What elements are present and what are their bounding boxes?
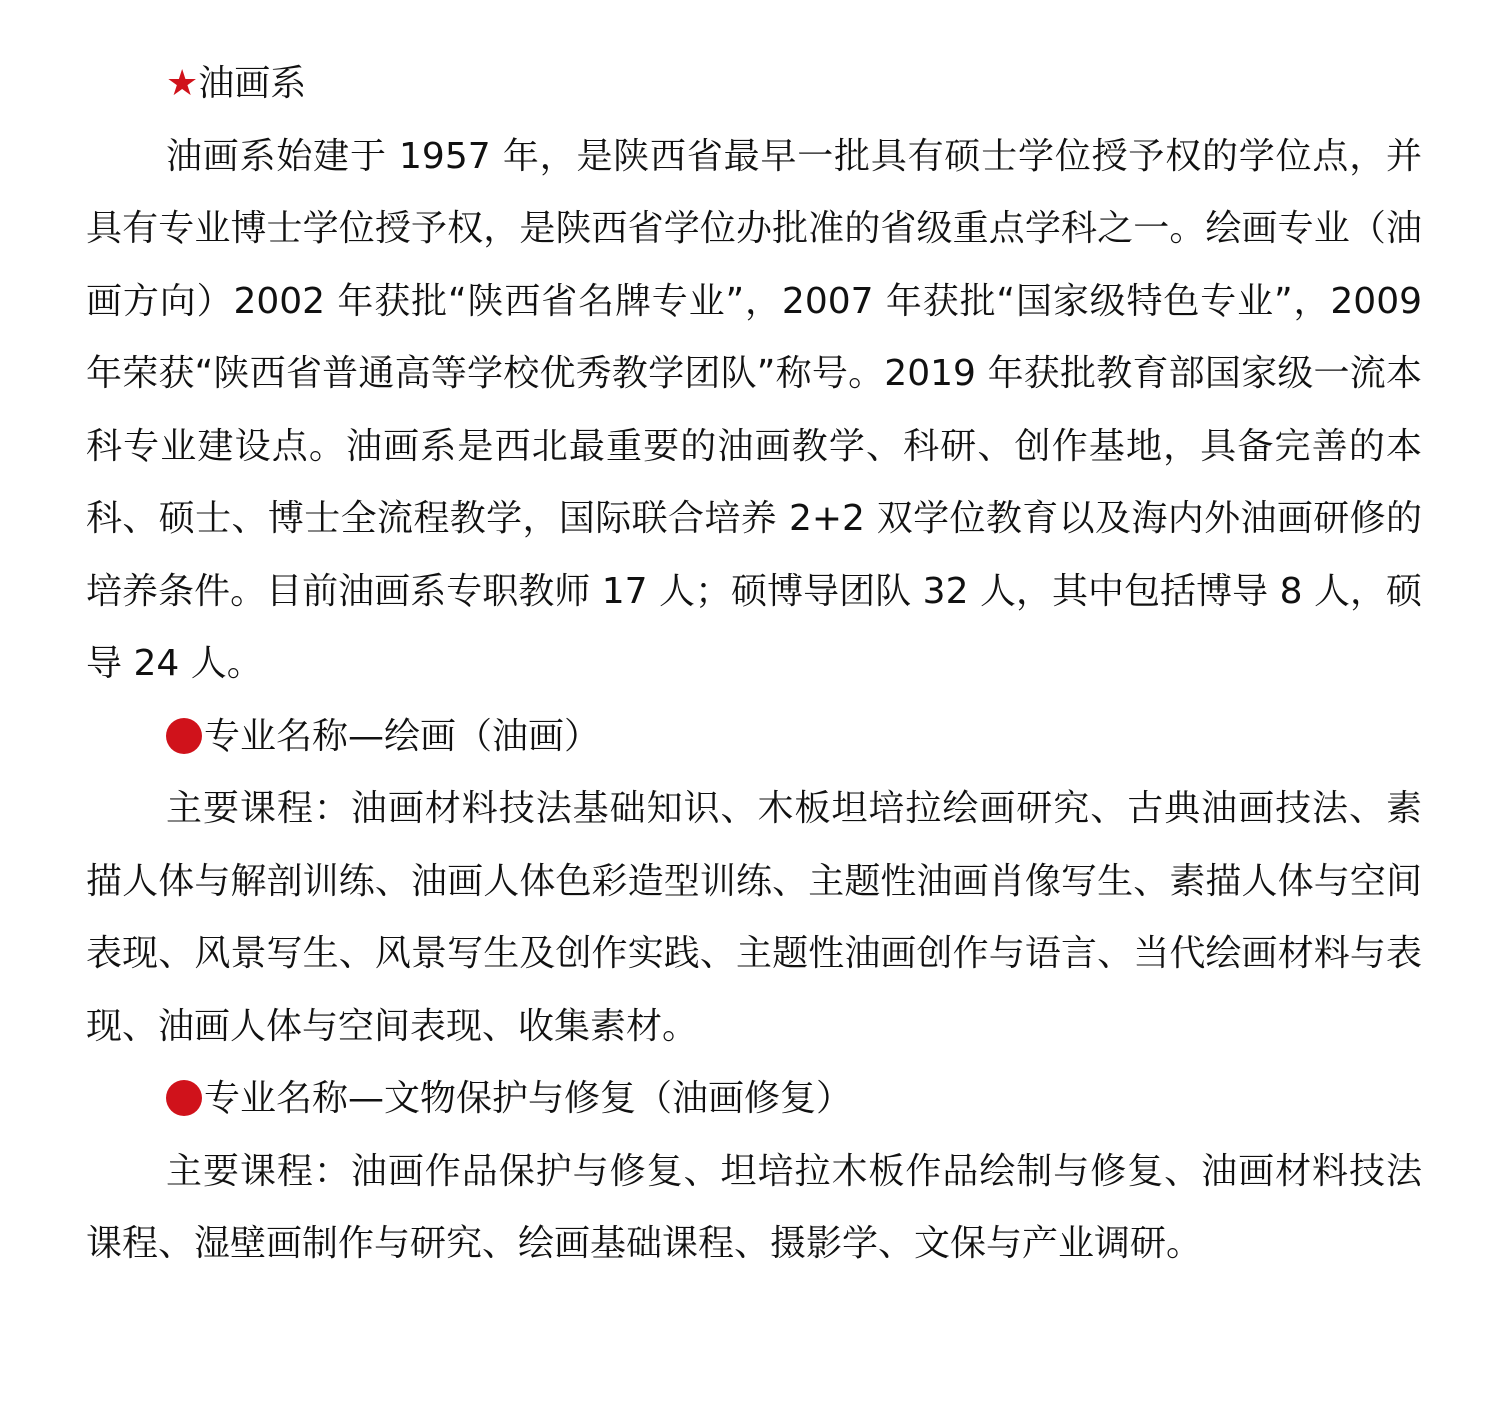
- department-heading: [86, 48, 1422, 121]
- major-heading-restoration: [86, 1063, 1422, 1136]
- department-title: 油画系: [198, 63, 307, 104]
- intro-paragraph: 油画系始建于 1957 年，是陕西省最早一批具有硕士学位授予权的学位点，并具有专业博士学位授予权，是陕西省学位办批准的省级重点学科之一。绘画专业（油画方向）2002 年获批“陕西省名牌专业”，2007 年获批“国家级特色专业”，2009 年荣获“陕西省普通高等学校优秀教学团队”称号。2019 年获批教育部国家级一流本科专业建设点。油画系是西北最重要的油画教学、科研、创作基地，具备完善的本科、硕士、博士全流程教学，国际联合培养 2+2 双学位教育以及海内外油画研修的培养条件。目前油画系专职教师 17 人；硕博导团队 32 人，其中包括博导 8 人，硕导 24 人。: [86, 135, 1422, 684]
- courses-paragraph-restoration: 主要课程：油画作品保护与修复、坦培拉木板作品绘制与修复、油画材料技法课程、湿壁画制作与研究、绘画基础课程、摄影学、文保与产业调研。: [86, 1150, 1422, 1264]
- document-body: [86, 48, 1422, 1281]
- courses-paragraph-painting: 主要课程：油画材料技法基础知识、木板坦培拉绘画研究、古典油画技法、素描人体与解剖训练、油画人体色彩造型训练、主题性油画肖像写生、素描人体与空间表现、风景写生、风景写生及创作实践、主题性油画创作与语言、当代绘画材料与表现、油画人体与空间表现、收集素材。: [86, 788, 1422, 1047]
- major-title: 专业名称—绘画（油画）: [204, 715, 601, 757]
- star-icon: ★: [166, 63, 199, 104]
- major-title: 专业名称—文物保护与修复（油画修复）: [204, 1078, 853, 1119]
- major-heading-painting: [86, 701, 1422, 774]
- red-dot-icon: [166, 1080, 202, 1116]
- red-dot-icon: [166, 718, 202, 754]
